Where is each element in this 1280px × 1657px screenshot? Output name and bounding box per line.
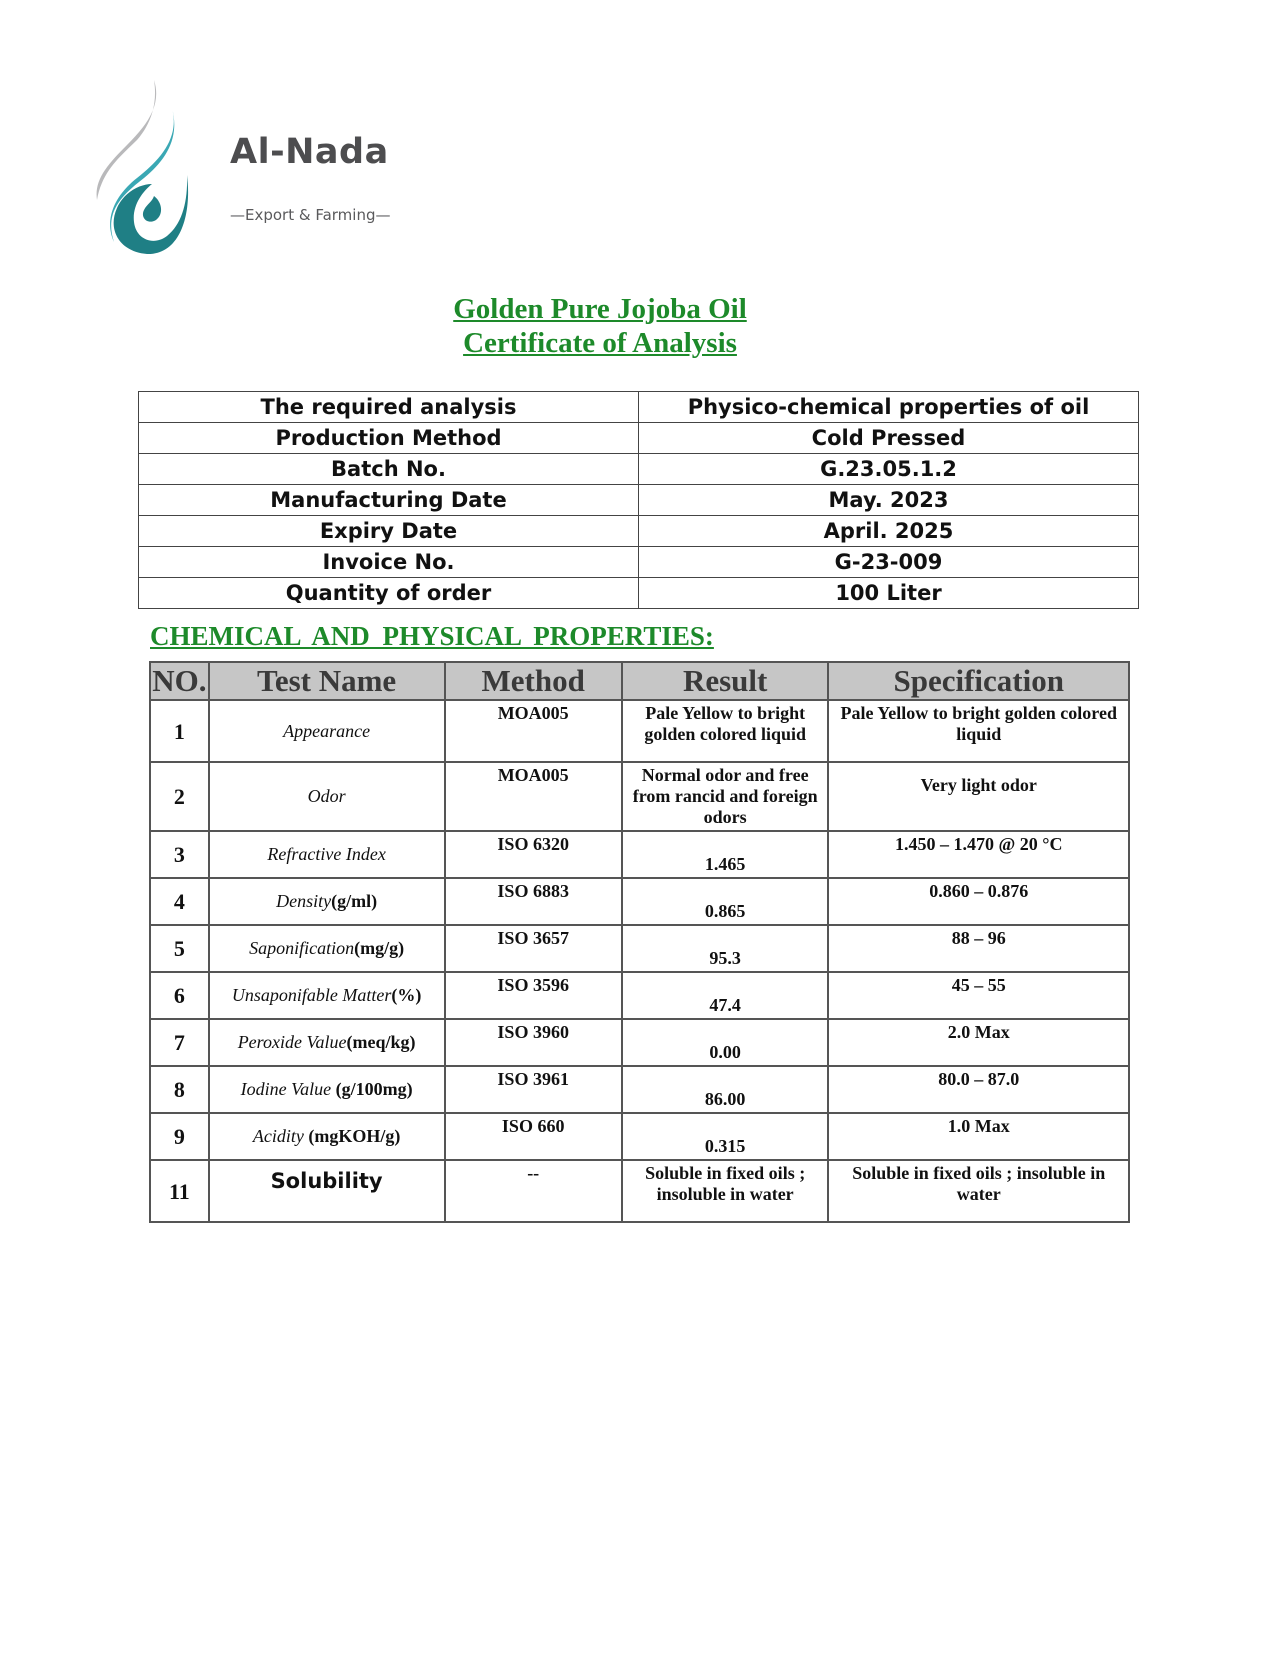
test-name bbox=[209, 700, 445, 762]
info-label: Production Method bbox=[139, 423, 639, 454]
header-test-name: Test Name bbox=[209, 662, 445, 700]
test-name bbox=[209, 925, 445, 972]
specification: Pale Yellow to bright golden colored liquid bbox=[828, 700, 1129, 762]
table-row bbox=[139, 423, 1139, 454]
method: ISO 660 bbox=[445, 1113, 622, 1160]
row-number: 2 bbox=[150, 762, 209, 831]
info-label: Quantity of order bbox=[139, 578, 639, 609]
info-value: April. 2025 bbox=[639, 516, 1139, 547]
result: Normal odor and free from rancid and foreign odors bbox=[622, 762, 829, 831]
test-unit: (g/100mg) bbox=[335, 1079, 413, 1099]
method: ISO 3657 bbox=[445, 925, 622, 972]
specification: 80.0 – 87.0 bbox=[828, 1066, 1129, 1113]
result: 47.4 bbox=[622, 972, 829, 1019]
method: ISO 6320 bbox=[445, 831, 622, 878]
method: ISO 3961 bbox=[445, 1066, 622, 1113]
test-unit: (meq/kg) bbox=[346, 1032, 416, 1052]
method: -- bbox=[445, 1160, 622, 1222]
info-value: May. 2023 bbox=[639, 485, 1139, 516]
batch-info-table bbox=[138, 391, 1139, 609]
method: ISO 3596 bbox=[445, 972, 622, 1019]
header-no: NO. bbox=[150, 662, 209, 700]
specification: 88 – 96 bbox=[828, 925, 1129, 972]
header-method: Method bbox=[445, 662, 622, 700]
test-unit: (%) bbox=[391, 985, 422, 1005]
test-name bbox=[209, 1019, 445, 1066]
info-label: Manufacturing Date bbox=[139, 485, 639, 516]
table-row bbox=[150, 1113, 1129, 1160]
table-row bbox=[139, 392, 1139, 423]
header-result: Result bbox=[622, 662, 829, 700]
product-title: Golden Pure Jojoba Oil bbox=[453, 293, 747, 325]
result: 0.315 bbox=[622, 1113, 829, 1160]
info-value: Cold Pressed bbox=[639, 423, 1139, 454]
info-value: G.23.05.1.2 bbox=[639, 454, 1139, 485]
table-row bbox=[139, 516, 1139, 547]
section-heading: CHEMICAL AND PHYSICAL PROPERTIES: bbox=[150, 621, 714, 651]
row-number: 3 bbox=[150, 831, 209, 878]
table-row bbox=[150, 878, 1129, 925]
document-title bbox=[0, 292, 1280, 360]
row-number: 5 bbox=[150, 925, 209, 972]
brand-name: Al-Nada bbox=[230, 132, 389, 172]
row-number: 1 bbox=[150, 700, 209, 762]
table-row bbox=[139, 547, 1139, 578]
table-row bbox=[139, 485, 1139, 516]
method: ISO 3960 bbox=[445, 1019, 622, 1066]
test-name bbox=[209, 1160, 445, 1222]
table-row bbox=[150, 972, 1129, 1019]
specification: 2.0 Max bbox=[828, 1019, 1129, 1066]
table-row bbox=[150, 831, 1129, 878]
row-number: 8 bbox=[150, 1066, 209, 1113]
row-number: 11 bbox=[150, 1160, 209, 1222]
company-logo bbox=[92, 80, 392, 270]
result: 95.3 bbox=[622, 925, 829, 972]
info-value: G-23-009 bbox=[639, 547, 1139, 578]
test-label: Unsaponifable Matter bbox=[231, 985, 392, 1005]
result: 0.00 bbox=[622, 1019, 829, 1066]
test-label: Appearance bbox=[283, 720, 371, 741]
test-name bbox=[209, 831, 445, 878]
test-name bbox=[209, 972, 445, 1019]
table-row bbox=[150, 1160, 1129, 1222]
test-unit: (mgKOH/g) bbox=[308, 1126, 401, 1146]
test-unit: (g/ml) bbox=[331, 891, 378, 911]
test-name bbox=[209, 762, 445, 831]
test-label: Refractive Index bbox=[267, 844, 386, 864]
info-label: Expiry Date bbox=[139, 516, 639, 547]
drop-flame-logo-icon bbox=[92, 80, 222, 270]
result: Pale Yellow to bright golden colored liquid bbox=[622, 700, 829, 762]
info-label: Invoice No. bbox=[139, 547, 639, 578]
result: Soluble in fixed oils ; insoluble in water bbox=[622, 1160, 829, 1222]
brand-tagline: —Export & Farming— bbox=[230, 206, 391, 224]
header-specification: Specification bbox=[828, 662, 1129, 700]
table-row bbox=[150, 1066, 1129, 1113]
certificate-title: Certificate of Analysis bbox=[463, 327, 737, 359]
test-label: Acidity bbox=[252, 1126, 309, 1146]
test-label: Solubility bbox=[270, 1169, 383, 1193]
specification: Soluble in fixed oils ; insoluble in water bbox=[828, 1160, 1129, 1222]
table-row bbox=[150, 925, 1129, 972]
info-label: Batch No. bbox=[139, 454, 639, 485]
table-row bbox=[150, 700, 1129, 762]
result: 0.865 bbox=[622, 878, 829, 925]
test-name bbox=[209, 1066, 445, 1113]
properties-table bbox=[149, 661, 1130, 1223]
row-number: 6 bbox=[150, 972, 209, 1019]
row-number: 9 bbox=[150, 1113, 209, 1160]
test-label: Odor bbox=[307, 786, 346, 806]
specification: Very light odor bbox=[828, 762, 1129, 831]
specification: 1.0 Max bbox=[828, 1113, 1129, 1160]
test-name bbox=[209, 878, 445, 925]
table-row bbox=[139, 454, 1139, 485]
specification: 45 – 55 bbox=[828, 972, 1129, 1019]
row-number: 7 bbox=[150, 1019, 209, 1066]
test-label: Density bbox=[276, 891, 332, 911]
table-header-row bbox=[150, 662, 1129, 700]
table-row bbox=[150, 762, 1129, 831]
row-number: 4 bbox=[150, 878, 209, 925]
specification: 0.860 – 0.876 bbox=[828, 878, 1129, 925]
result: 86.00 bbox=[622, 1066, 829, 1113]
method: MOA005 bbox=[445, 700, 622, 762]
test-label: Peroxide Value bbox=[237, 1032, 347, 1052]
test-name bbox=[209, 1113, 445, 1160]
table-row bbox=[150, 1019, 1129, 1066]
test-unit: (mg/g) bbox=[354, 938, 405, 958]
info-value: Physico-chemical properties of oil bbox=[639, 392, 1139, 423]
test-label: Iodine Value bbox=[240, 1079, 336, 1099]
result: 1.465 bbox=[622, 831, 829, 878]
info-label: The required analysis bbox=[139, 392, 639, 423]
method: MOA005 bbox=[445, 762, 622, 831]
test-label: Saponification bbox=[249, 938, 355, 958]
specification: 1.450 – 1.470 @ 20 °C bbox=[828, 831, 1129, 878]
info-value: 100 Liter bbox=[639, 578, 1139, 609]
table-row bbox=[139, 578, 1139, 609]
method: ISO 6883 bbox=[445, 878, 622, 925]
